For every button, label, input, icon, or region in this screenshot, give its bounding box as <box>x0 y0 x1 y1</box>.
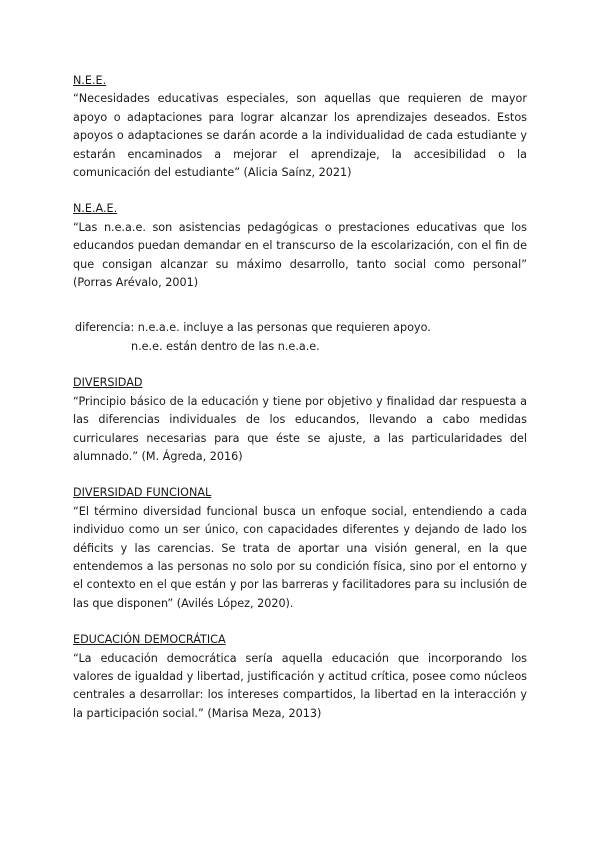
difference-line-1: diferencia: n.e.a.e. incluye a las personas que requieren apoyo. <box>75 321 431 335</box>
section-educacion-democratica <box>73 631 527 723</box>
definition-educacion-democratica: “La educación democrática sería aquella educación que incorporando los valores de igualdad y libertad, justificación y actitud crítica, posee como núcleos centrales a desarrollar: los intereses compartidos, la libertad en la interacción y la participación social.” (Marisa Meza, 2013) <box>73 651 527 720</box>
definition-diversidad: “Principio básico de la educación y tiene por objetivo y finalidad dar respuesta a las diferencias individuales de los educandos, llevando a cabo medidas curriculares necesarias para que éste se ajuste, a las particularidades del alumnado.” (M. Ágreda, 2016) <box>73 394 527 463</box>
definition-diversidad-funcional: “El término diversidad funcional busca un enfoque social, entendiendo a cada individuo como un ser único, con capacidades diferentes y dejando de lado los déficits y las carencias. Se trata de aportar una visión general, en la que entendemos a las personas no solo por su condición física, sino por el entorno y el contexto en el que están y por las barreras y facilitadores para su inclusión de las que disponen” (Avilés López, 2020). <box>73 504 527 610</box>
heading-diversidad-funcional: DIVERSIDAD FUNCIONAL <box>73 486 212 500</box>
heading-diversidad: DIVERSIDAD <box>73 376 143 390</box>
definition-nee: “Necesidades educativas especiales, son aquellas que requieren de mayor apoyo o adaptaciones para lograr alcanzar los aprendizajes deseados. Estos apoyos o adaptaciones se darán acorde a la individualidad de cada estudiante y estarán encaminados a mejorar el aprendizaje, la accesibilidad o la comunicación del estudiante” (Alicia Saínz, 2021) <box>73 92 527 180</box>
difference-note <box>73 319 527 356</box>
section-diversidad-funcional <box>73 484 527 613</box>
section-neae <box>73 200 527 292</box>
difference-line-2: n.e.e. están dentro de las n.e.a.e. <box>131 339 320 353</box>
heading-educacion-democratica: EDUCACIÓN DEMOCRÁTICA <box>73 633 226 647</box>
section-nee <box>73 72 527 182</box>
document-page <box>73 72 527 741</box>
heading-neae: N.E.A.E. <box>73 202 118 216</box>
section-diversidad <box>73 374 527 466</box>
definition-neae: “Las n.e.a.e. son asistencias pedagógicas o prestaciones educativas que los educandos puedan demandar en el transcurso de la escolarización, con el fin de que consigan alcanzar su máximo desarrollo, tanto social como personal” (Porras Arévalo, 2001) <box>73 220 527 290</box>
heading-nee: N.E.E. <box>73 74 107 87</box>
